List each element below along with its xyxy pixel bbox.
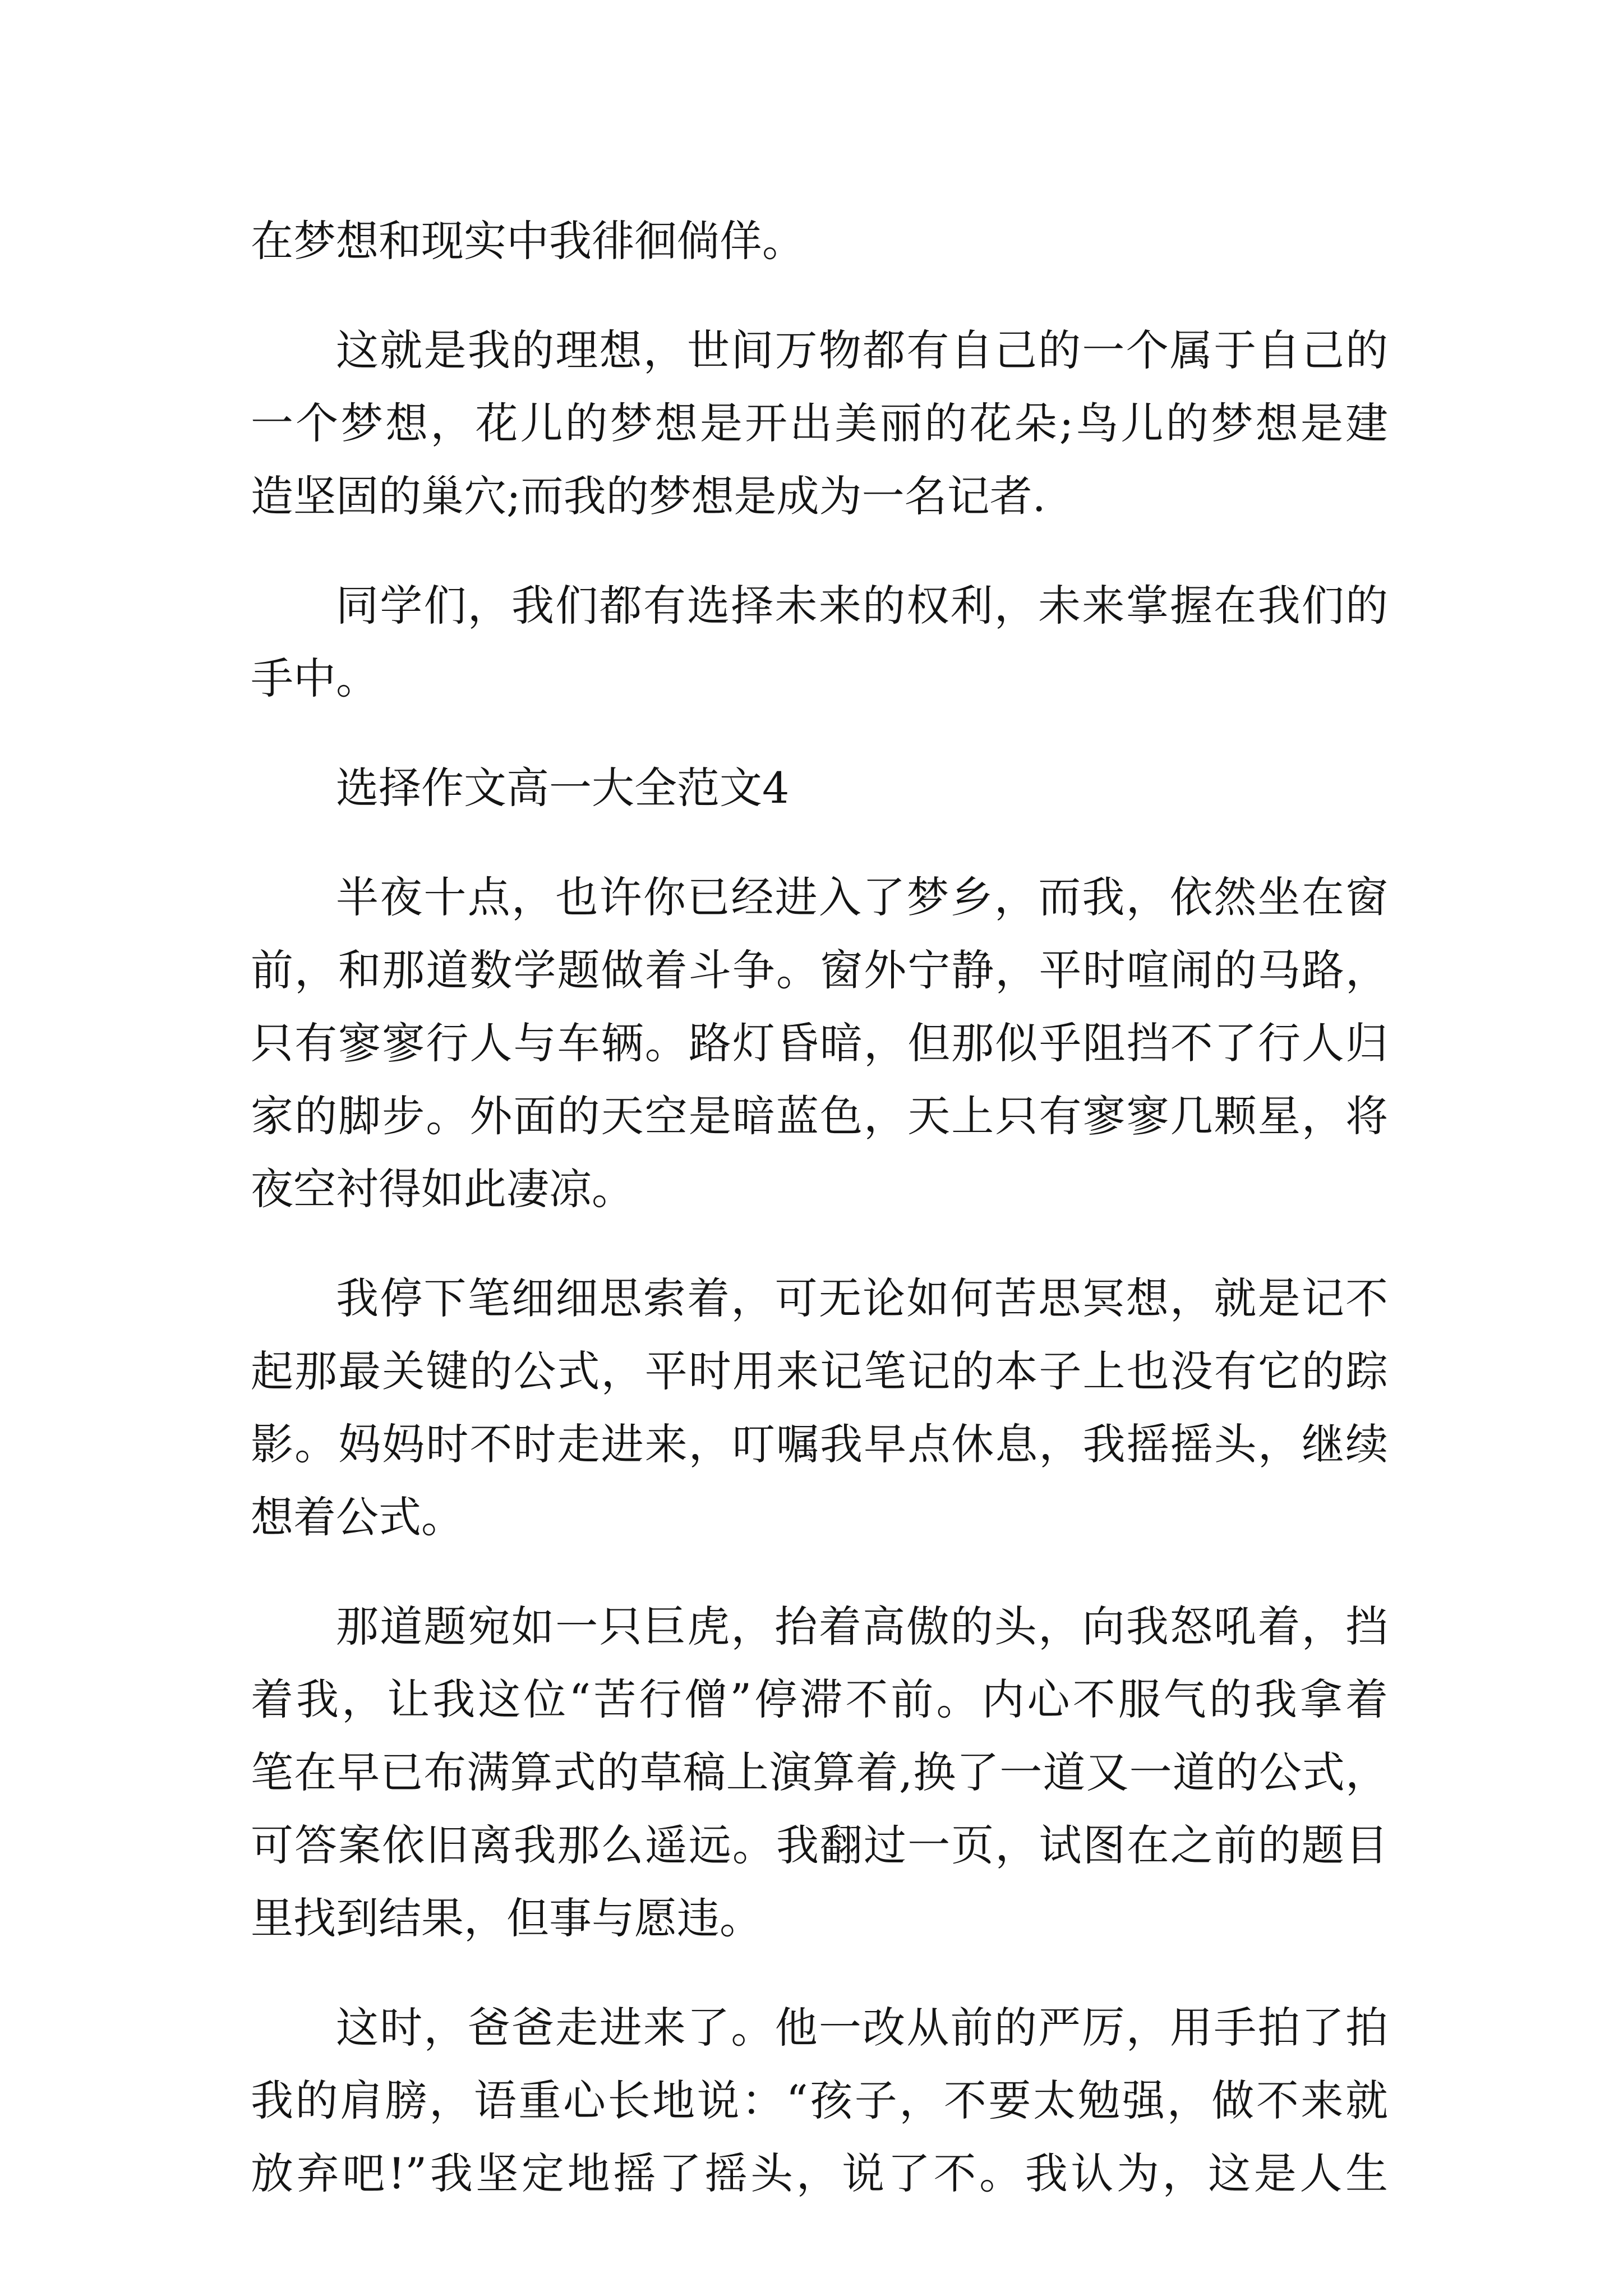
text-line: 这时，爸爸走进来了。他一改从前的严厉，用手拍了拍 bbox=[336, 2003, 1388, 2053]
text-line: 着我，让我这位“苦行僧”停滞不前。内心不服气的我拿着 bbox=[251, 1674, 1388, 1724]
text-line: 里找到结果，但事与愿违。 bbox=[251, 1893, 762, 1943]
text-line: 影。妈妈时不时走进来，叮嘱我早点休息，我摇摇头，继续 bbox=[251, 1419, 1388, 1469]
text-line: 手中。 bbox=[251, 654, 379, 703]
text-line: 造坚固的巢穴;而我的梦想是成为一名记者. bbox=[251, 471, 1046, 521]
text-line: 前，和那道数学题做着斗争。窗外宁静，平时喧闹的马路， bbox=[251, 945, 1388, 995]
paragraph bbox=[251, 205, 1388, 278]
paragraph bbox=[251, 1262, 1388, 1554]
paragraph bbox=[251, 1590, 1388, 1955]
paragraph bbox=[251, 314, 1388, 533]
paragraph bbox=[251, 1991, 1388, 2210]
text-line: 半夜十点，也许你已经进入了梦乡，而我，依然坐在窗 bbox=[336, 872, 1388, 922]
text-line: 那道题宛如一只巨虎，抬着高傲的头，向我怒吼着，挡 bbox=[336, 1602, 1388, 1651]
text-line: 笔在早已布满算式的草稿上演算着,换了一道又一道的公式， bbox=[251, 1747, 1388, 1797]
text-line: 放弃吧!”我坚定地摇了摇头，说了不。我认为，这是人生 bbox=[251, 2148, 1388, 2198]
text-line: 起那最关键的公式，平时用来记笔记的本子上也没有它的踪 bbox=[251, 1346, 1388, 1396]
text-line: 同学们，我们都有选择未来的权利，未来掌握在我们的 bbox=[336, 581, 1388, 631]
text-line: 我的肩膀，语重心长地说：“孩子，不要太勉强，做不来就 bbox=[251, 2076, 1388, 2125]
paragraph bbox=[251, 569, 1388, 715]
section-heading-text: 选择作文高一大全范文4 bbox=[336, 763, 790, 813]
text-line: 夜空衬得如此凄凉。 bbox=[251, 1164, 634, 1214]
text-column bbox=[251, 205, 1388, 2210]
text-line: 这就是我的理想，世间万物都有自己的一个属于自己的 bbox=[336, 325, 1388, 375]
text-line: 家的脚步。外面的天空是暗蓝色，天上只有寥寥几颗星，将 bbox=[251, 1091, 1388, 1141]
section-heading bbox=[251, 752, 1388, 825]
text-line: 在梦想和现实中我徘徊倘佯。 bbox=[251, 216, 805, 266]
text-line: 只有寥寥行人与车辆。路灯昏暗，但那似乎阻挡不了行人归 bbox=[251, 1018, 1388, 1068]
text-line: 我停下笔细细思索着，可无论如何苦思冥想，就是记不 bbox=[336, 1273, 1388, 1323]
text-line: 一个梦想，花儿的梦想是开出美丽的花朵;鸟儿的梦想是建 bbox=[251, 398, 1388, 448]
text-line: 想着公式。 bbox=[251, 1492, 464, 1542]
paragraph bbox=[251, 861, 1388, 1226]
text-line: 可答案依旧离我那么遥远。我翻过一页，试图在之前的题目 bbox=[251, 1820, 1388, 1870]
